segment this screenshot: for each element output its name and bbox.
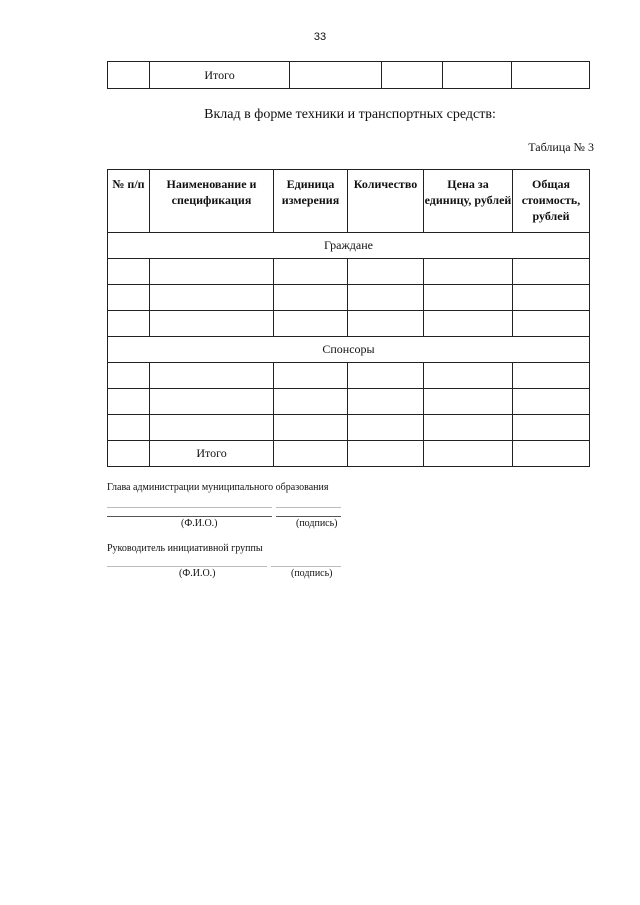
table-cell (424, 441, 513, 467)
table-cell (290, 62, 382, 89)
table-cell (348, 415, 424, 441)
table-cell (150, 363, 274, 389)
signature-guide-line (276, 507, 341, 508)
table-row (108, 415, 590, 441)
column-header: Количество (348, 170, 424, 233)
table-row (108, 389, 590, 415)
table-cell (348, 389, 424, 415)
table-cell (274, 415, 348, 441)
column-header: № п/п (108, 170, 150, 233)
table-cell (274, 363, 348, 389)
table-cell (348, 259, 424, 285)
table-header-row (108, 170, 590, 233)
table-row (108, 285, 590, 311)
signature-caption: (подпись) (291, 568, 333, 579)
name-line (107, 566, 267, 567)
table-cell (513, 363, 590, 389)
table-cell (348, 311, 424, 337)
table-row (108, 311, 590, 337)
table-cell (150, 285, 274, 311)
table-cell (424, 389, 513, 415)
table-cell (424, 285, 513, 311)
table-cell (382, 62, 443, 89)
column-header: Общая стоимость, рублей (513, 170, 590, 233)
table-cell (424, 363, 513, 389)
table-cell (513, 311, 590, 337)
table-cell (512, 62, 590, 89)
table-cell (348, 363, 424, 389)
name-caption: (Ф.И.О.) (181, 518, 218, 529)
table-cell (274, 285, 348, 311)
table-cell (150, 311, 274, 337)
table-cell (150, 389, 274, 415)
table-cell (274, 259, 348, 285)
table-cell (108, 285, 150, 311)
group-label-citizens: Граждане (108, 233, 590, 259)
total-label: Итого (150, 62, 290, 89)
name-caption: (Ф.И.О.) (179, 568, 216, 579)
table-cell (513, 285, 590, 311)
table-cell (348, 285, 424, 311)
table-row (108, 363, 590, 389)
table-cell (150, 259, 274, 285)
head-title: Глава администрации муниципального образования (107, 482, 329, 493)
total-row (108, 441, 590, 467)
table-cell (108, 363, 150, 389)
signature-caption: (подпись) (296, 518, 338, 529)
table-cell (108, 311, 150, 337)
group-label-sponsors: Спонсоры (108, 337, 590, 363)
table-cell (443, 62, 512, 89)
table-row (108, 259, 590, 285)
name-line (107, 516, 272, 517)
table-cell (513, 389, 590, 415)
table-cell (108, 259, 150, 285)
table-cell (108, 415, 150, 441)
total-label: Итого (150, 441, 274, 467)
previous-table-total-row (107, 61, 590, 89)
table-cell (348, 441, 424, 467)
table-cell (274, 441, 348, 467)
table-caption: Таблица № 3 (528, 140, 594, 154)
page-number: 33 (313, 31, 327, 43)
section-title: Вклад в форме техники и транспортных средств: (204, 107, 496, 122)
column-header: Единица измерения (274, 170, 348, 233)
signature-guide-line (107, 507, 272, 508)
column-header: Наименование и спецификация (150, 170, 274, 233)
signature-line (271, 566, 341, 567)
table-cell (274, 389, 348, 415)
table-cell (513, 259, 590, 285)
table-row (108, 62, 590, 89)
group-leader-title: Руководитель инициативной группы (107, 543, 263, 554)
table-cell (513, 415, 590, 441)
table-cell (424, 259, 513, 285)
table-cell (424, 415, 513, 441)
column-header: Цена за единицу, рублей (424, 170, 513, 233)
group-row (108, 233, 590, 259)
table-cell (513, 441, 590, 467)
table-cell (108, 62, 150, 89)
equipment-contribution-table (107, 169, 590, 467)
signature-line (276, 516, 341, 517)
group-row (108, 337, 590, 363)
table-cell (424, 311, 513, 337)
table-cell (108, 441, 150, 467)
table-cell (108, 389, 150, 415)
table-cell (274, 311, 348, 337)
table-cell (150, 415, 274, 441)
